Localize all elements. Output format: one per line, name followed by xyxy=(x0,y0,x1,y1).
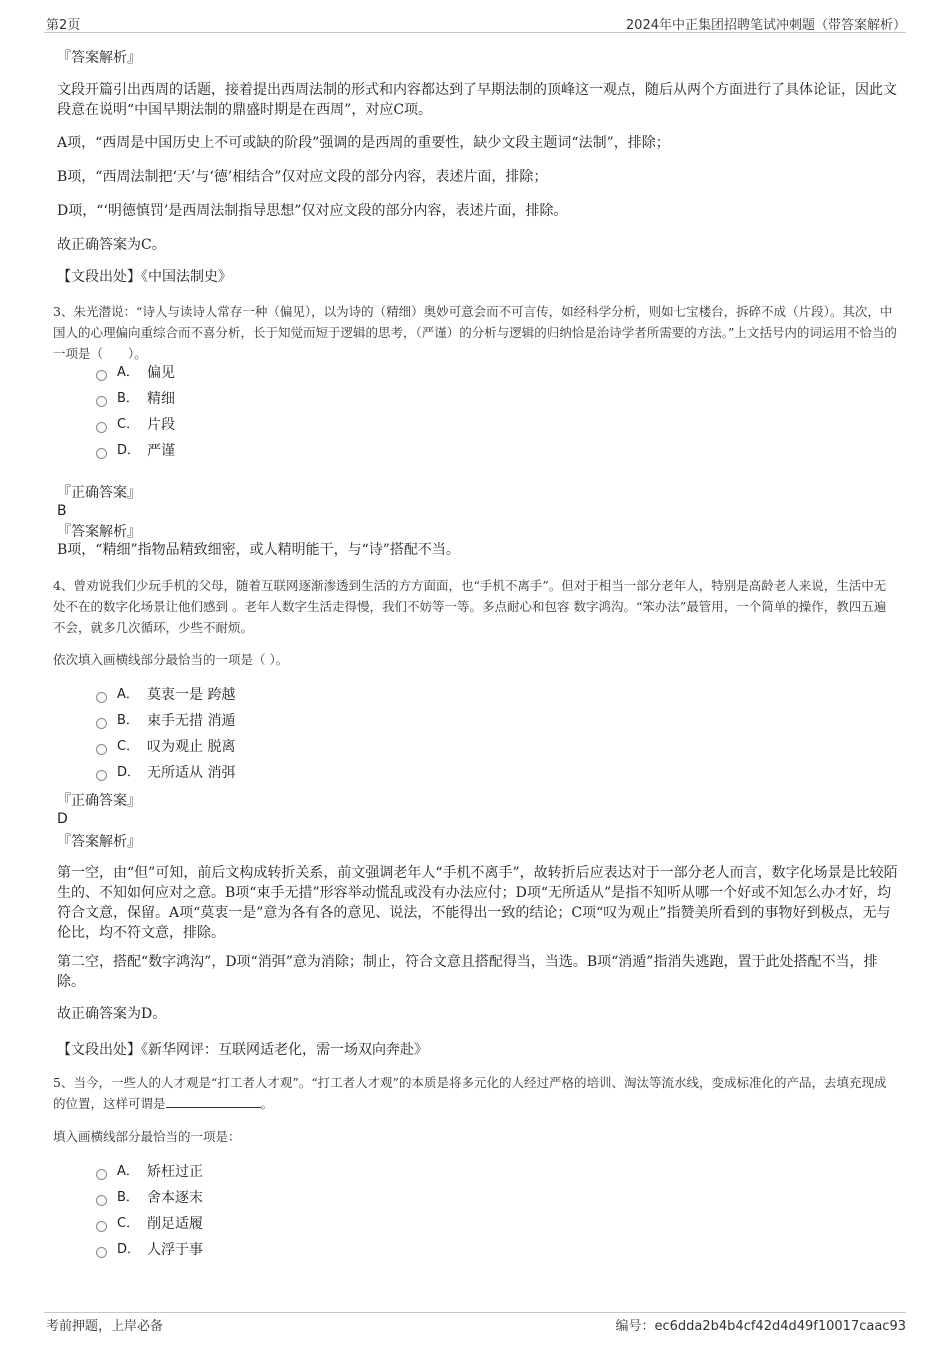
q4-correct-answer: D xyxy=(57,811,68,827)
q5-option-c[interactable] xyxy=(96,1214,203,1234)
footer-divider xyxy=(44,1312,906,1313)
q3-option-c[interactable] xyxy=(96,415,175,435)
option-text: 束手无措 消遁 xyxy=(147,713,236,729)
q2-analysis-para: 文段开篇引出西周的话题，接着提出西周法制的形式和内容都达到了早期法制的顶峰这一观点，随后从两个方面进行了具体论证，因此文段意在说明“中国早期法制的鼎盛时期是在西周”，对应C项。 xyxy=(57,82,897,118)
q3-analysis: B项，“精细”指物品精致细密，或人精明能干，与“诗”搭配不当。 xyxy=(57,542,460,558)
q2-analysis-option-d: D项，“‘明德慎罚’是西周法制指导思想”仅对应文段的部分内容，表述片面，排除。 xyxy=(57,203,568,219)
option-letter: C． xyxy=(117,417,140,432)
option-letter: C． xyxy=(117,739,140,754)
q3-option-b[interactable] xyxy=(96,389,175,409)
radio-icon[interactable] xyxy=(96,692,107,703)
q2-analysis-option-a: A项，“西周是中国历史上不可或缺的阶段”强调的是西周的重要性，缺少文段主题词“法制”，排除； xyxy=(57,135,670,151)
q3-option-a[interactable] xyxy=(96,363,175,383)
footer-slogan: 考前押题，上岸必备 xyxy=(46,1319,164,1334)
radio-icon[interactable] xyxy=(96,422,107,433)
q4-source: 【文段出处】《新华网评：互联网适老化，需一场双向奔赴》 xyxy=(57,1042,428,1058)
q2-analysis-option-b: B项，“西周法制把‘天’与‘德’相结合”仅对应文段的部分内容，表述片面，排除； xyxy=(57,169,548,185)
q2-conclusion: 故正确答案为C。 xyxy=(57,237,166,253)
option-letter: B． xyxy=(117,1190,139,1205)
q3-analysis-heading: 『答案解析』 xyxy=(57,524,141,540)
q4-option-a[interactable] xyxy=(96,685,235,705)
q4-prompt: 依次填入画横线部分最恰当的一项是（ ）。 xyxy=(53,652,289,667)
q2-source: 【文段出处】《中国法制史》 xyxy=(57,269,232,285)
option-text: 舍本逐末 xyxy=(147,1190,203,1206)
option-letter: A． xyxy=(117,365,139,380)
option-text: 叹为观止 脱离 xyxy=(147,739,236,755)
radio-icon[interactable] xyxy=(96,770,107,781)
header-divider xyxy=(44,32,906,33)
radio-icon[interactable] xyxy=(96,1169,107,1180)
option-text: 片段 xyxy=(147,417,175,433)
q5-option-a[interactable] xyxy=(96,1162,203,1182)
radio-icon[interactable] xyxy=(96,1195,107,1206)
radio-icon[interactable] xyxy=(96,718,107,729)
q5-option-d[interactable] xyxy=(96,1240,203,1260)
q5-stem xyxy=(53,1072,898,1114)
q5-stem-end: 。 xyxy=(260,1096,274,1111)
option-letter: A． xyxy=(117,1164,139,1179)
option-letter: B． xyxy=(117,391,139,406)
option-text: 偏见 xyxy=(147,365,175,381)
radio-icon[interactable] xyxy=(96,396,107,407)
option-text: 莫衷一是 跨越 xyxy=(147,687,236,703)
q5-option-b[interactable] xyxy=(96,1188,203,1208)
option-text: 无所适从 消弭 xyxy=(147,765,236,781)
q5-prompt: 填入画横线部分最恰当的一项是： xyxy=(53,1129,241,1144)
q3-correct-heading: 『正确答案』 xyxy=(57,485,141,501)
q4-option-c[interactable] xyxy=(96,737,235,757)
option-text: 人浮于事 xyxy=(147,1242,203,1258)
q5-stem-text: 5、当今，一些人的人才观是“打工者人才观”。“打工者人才观”的本质是将多元化的人经过严格的培训、淘汰等流水线，变成标准化的产品，去填充现成的位置，这样可谓是 xyxy=(53,1075,887,1111)
q4-conclusion: 故正确答案为D。 xyxy=(57,1006,167,1022)
q4-correct-heading: 『正确答案』 xyxy=(57,793,141,809)
option-letter: B． xyxy=(117,713,139,728)
radio-icon[interactable] xyxy=(96,1247,107,1258)
document-code: 编号：ec6dda2b4b4cf42d4d49f10017caac93 xyxy=(615,1319,906,1334)
option-letter: A． xyxy=(117,687,139,702)
option-text: 精细 xyxy=(147,391,175,407)
option-text: 削足适履 xyxy=(147,1216,203,1232)
radio-icon[interactable] xyxy=(96,370,107,381)
radio-icon[interactable] xyxy=(96,1221,107,1232)
q4-option-b[interactable] xyxy=(96,711,235,731)
q3-correct-answer: B xyxy=(57,503,67,519)
option-letter: D． xyxy=(117,765,141,780)
q2-analysis-heading: 『答案解析』 xyxy=(57,50,141,66)
answer-blank xyxy=(166,1094,261,1108)
q4-stem: 4、曾劝说我们少玩手机的父母，随着互联网逐渐渗透到生活的方方面面，也“手机不离手”。但对于相当一部分老年人，特别是高龄老人来说，生活中无处不在的数字化场景让他们感到 。老年人数字生活走得慢，我们不妨等一等。多点耐心和包容 数字鸿沟。“笨办法”最管用，一个简单的操作，教四五遍不会，就多几次循环，少些不耐烦。 xyxy=(53,578,887,635)
option-letter: C． xyxy=(117,1216,140,1231)
q4-analysis-para2: 第二空，搭配“数字鸿沟”，D项“消弭”意为消除；制止，符合文意且搭配得当，当选。B项“消遁”指消失逃跑，置于此处搭配不当，排除。 xyxy=(57,954,878,990)
option-letter: D． xyxy=(117,443,141,458)
q4-analysis-heading: 『答案解析』 xyxy=(57,834,141,850)
page-number: 第2页 xyxy=(46,18,81,33)
radio-icon[interactable] xyxy=(96,448,107,459)
q4-option-d[interactable] xyxy=(96,763,235,783)
option-text: 矫枉过正 xyxy=(147,1164,203,1180)
radio-icon[interactable] xyxy=(96,744,107,755)
q4-analysis-para1: 第一空，由“但”可知，前后文构成转折关系，前文强调老年人“手机不离手”，故转折后应表达对于一部分老人而言，数字化场景是比较陌生的、不知如何应对之意。B项“束手无措”形容举动慌乱或没有办法应付；D项“无所适从”是指不知听从哪一个好或不知怎么办才好，均符合文意，保留。A项“莫衷一是”意为各有各的意见、说法，不能得出一致的结论；C项“叹为观止”指赞美所看到的事物好到极点，无与伦比，均不符文意，排除。 xyxy=(57,865,898,941)
document-title: 2024年中正集团招聘笔试冲刺题（带答案解析） xyxy=(625,18,906,33)
option-letter: D． xyxy=(117,1242,141,1257)
q3-stem: 3、朱光潜说：“诗人与读诗人常存一种（偏见），以为诗的（精细）奥妙可意会而不可言传，如经科学分析，则如七宝楼台，拆碎不成（片段）。其次，中国人的心理偏向重综合而不喜分析，长于知觉而短于逻辑的思考，（严谨）的分析与逻辑的归纳恰是治诗学者所需要的方法。”上文括号内的词运用不恰当的一项是（ ）。 xyxy=(53,304,897,361)
option-text: 严谨 xyxy=(147,443,175,459)
q3-option-d[interactable] xyxy=(96,441,175,461)
